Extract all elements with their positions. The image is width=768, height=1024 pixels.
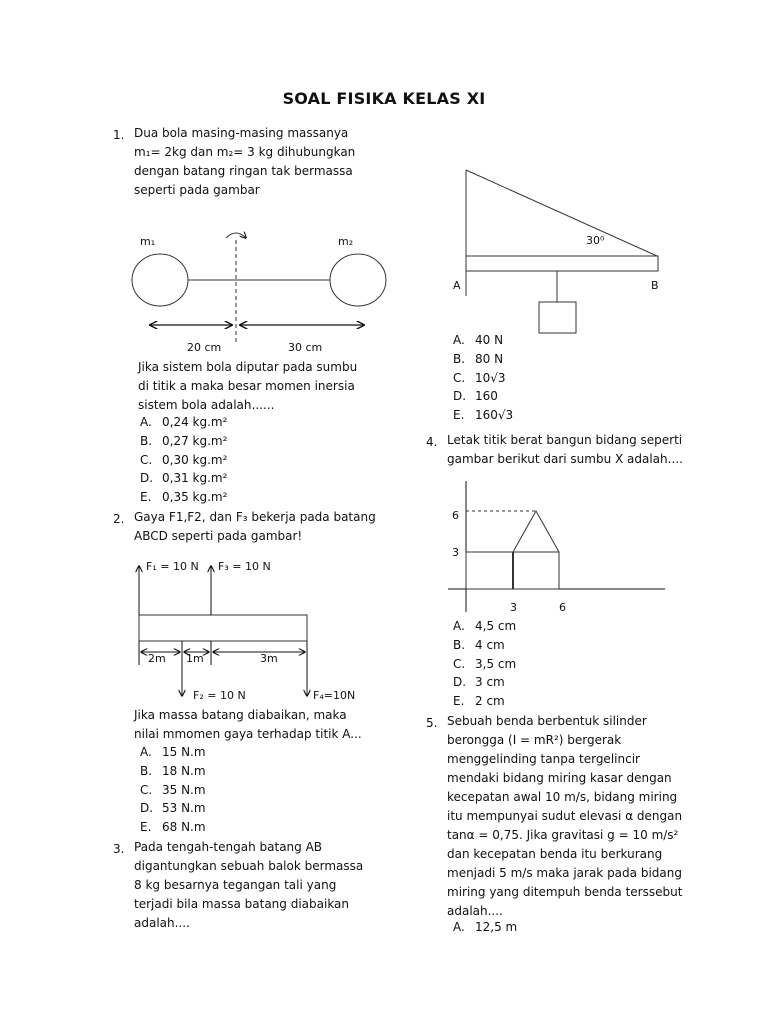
q3-line: 8 kg besarnya tegangan tali yang xyxy=(134,878,337,892)
q3-rope xyxy=(466,170,657,256)
q5-options xyxy=(453,918,517,937)
option-letter: A. xyxy=(453,920,465,934)
q2-beam xyxy=(139,615,307,641)
q2-label-1m: 1m xyxy=(186,652,204,665)
q2-after-line: Jika massa batang diabaikan, maka xyxy=(134,708,347,722)
q4-text xyxy=(447,431,683,469)
q1-line: dengan batang ringan tak bermassa xyxy=(134,164,353,178)
q1-ball-m1 xyxy=(132,254,188,306)
option-letter: B. xyxy=(453,637,466,652)
q2-label-f3: F₃ = 10 N xyxy=(218,560,271,573)
option-text: 18 N.m xyxy=(162,763,206,778)
q5-line: mendaki bidang miring kasar dengan xyxy=(447,771,672,785)
option-text: 0,31 kg.m² xyxy=(162,471,228,486)
q1-label-30cm: 30 cm xyxy=(288,341,323,354)
q1-option-c[interactable] xyxy=(140,451,227,470)
option-letter: C. xyxy=(140,452,153,467)
q3-options xyxy=(453,331,513,425)
q4-label-x6: 6 xyxy=(559,601,566,614)
q3-beam xyxy=(466,256,658,271)
option-text: 15 N.m xyxy=(162,745,206,759)
option-letter: E. xyxy=(453,408,465,423)
q1-line: m₁= 2kg dan m₂= 3 kg dihubungkan xyxy=(134,145,356,159)
option-text: 3,5 cm xyxy=(475,656,517,671)
option-text: 0,35 kg.m² xyxy=(162,490,228,505)
q2-options xyxy=(140,743,206,837)
q2-line: ABCD seperti pada gambar! xyxy=(134,529,303,543)
q1-label-m1: m₁ xyxy=(140,235,156,248)
q1-after-line: sistem bola adalah...... xyxy=(138,398,275,412)
q5-line: tanα = 0,75. Jika gravitasi g = 10 m/s² xyxy=(447,828,679,842)
q5-line: miring yang ditempuh benda terssebut xyxy=(447,885,683,899)
option-text: 2 cm xyxy=(475,694,505,709)
q4-option-d[interactable] xyxy=(453,673,516,692)
option-text: 68 N.m xyxy=(162,820,206,835)
option-letter: E. xyxy=(453,694,465,709)
q1-dumbbell-figure xyxy=(132,233,386,354)
option-text: 4,5 cm xyxy=(475,619,517,633)
q3-option-b[interactable] xyxy=(453,350,513,369)
q2-beam-figure xyxy=(139,560,355,702)
q3-option-c[interactable] xyxy=(453,369,513,388)
q2-option-e[interactable] xyxy=(140,818,206,837)
q3-line: adalah.... xyxy=(134,916,190,930)
q1-options xyxy=(140,413,227,507)
q1-option-b[interactable] xyxy=(140,432,227,451)
q2-option-c[interactable] xyxy=(140,781,206,800)
option-letter: D. xyxy=(453,675,467,690)
q4-triangle xyxy=(513,511,559,552)
q5-line: berongga (I = mR²) bergerak xyxy=(447,733,622,747)
option-letter: C. xyxy=(453,370,466,385)
q3-number: 3. xyxy=(113,842,125,856)
option-text: 12,5 m xyxy=(475,920,518,934)
option-letter: E. xyxy=(140,820,152,835)
option-letter: A. xyxy=(453,619,465,633)
option-text: 10√3 xyxy=(475,370,506,385)
q5-line: kecepatan awal 10 m/s, bidang miring xyxy=(447,790,678,804)
q2-label-f2: F₂ = 10 N xyxy=(193,689,246,702)
q3-option-d[interactable] xyxy=(453,387,513,406)
q1-after-line: di titik a maka besar momen inersia xyxy=(138,379,355,393)
q4-option-b[interactable] xyxy=(453,636,516,655)
q3-block xyxy=(539,302,576,333)
q3-line: digantungkan sebuah balok bermassa xyxy=(134,859,364,873)
option-text: 0,30 kg.m² xyxy=(162,452,228,467)
option-text: 35 N.m xyxy=(162,782,206,797)
option-text: 80 N xyxy=(475,351,504,366)
q4-label-x3: 3 xyxy=(510,601,517,614)
page-title: SOAL FISIKA KELAS XI xyxy=(282,89,486,108)
option-letter: A. xyxy=(140,415,152,429)
q5-line: dan kecepatan benda itu berkurang xyxy=(447,847,663,861)
q5-line: menjadi 5 m/s maka jarak pada bidang xyxy=(447,866,682,880)
q1-line: Dua bola masing-masing massanya xyxy=(134,126,349,140)
q1-after-line: Jika sistem bola diputar pada sumbu xyxy=(138,360,358,374)
option-text: 160√3 xyxy=(475,408,514,423)
q4-label-y6: 6 xyxy=(452,509,459,522)
q2-label-3m: 3m xyxy=(260,652,278,665)
q2-number: 2. xyxy=(113,512,125,526)
q1-line: seperti pada gambar xyxy=(134,183,260,197)
q1-label-m2: m₂ xyxy=(338,235,354,248)
q3-line: terjadi bila massa batang diabaikan xyxy=(134,897,350,911)
q5-line: adalah.... xyxy=(447,904,503,918)
option-letter: C. xyxy=(453,656,466,671)
q5-number: 5. xyxy=(426,716,438,730)
q5-text xyxy=(447,712,682,921)
q1-option-e[interactable] xyxy=(140,488,227,507)
q2-label-f4: F₄=10N xyxy=(313,689,356,702)
q5-line: menggelinding tanpa tergelincir xyxy=(447,752,640,766)
q1-number: 1. xyxy=(113,128,125,142)
q2-label-f1: F₁ = 10 N xyxy=(146,560,199,573)
option-letter: B. xyxy=(140,433,153,448)
q2-text xyxy=(134,508,376,546)
q1-option-a[interactable] xyxy=(140,413,227,432)
option-text: 0,24 kg.m² xyxy=(162,415,228,429)
option-text: 0,27 kg.m² xyxy=(162,433,228,448)
option-letter: D. xyxy=(140,471,154,486)
q4-number: 4. xyxy=(426,435,438,449)
q4-line: Letak titik berat bangun bidang seperti xyxy=(447,433,683,447)
q3-beam-figure xyxy=(453,170,659,333)
q4-line: gambar berikut dari sumbu X adalah.... xyxy=(447,452,683,466)
option-text: 40 N xyxy=(475,333,504,347)
q4-options xyxy=(453,617,516,711)
q3-label-a: A xyxy=(453,279,461,292)
q1-after xyxy=(138,358,357,415)
q1-option-d[interactable] xyxy=(140,469,227,488)
option-letter: A. xyxy=(140,745,152,759)
q3-line: Pada tengah-tengah batang AB xyxy=(134,840,323,854)
q2-option-d[interactable] xyxy=(140,799,206,818)
option-letter: B. xyxy=(140,763,153,778)
q4-option-a[interactable] xyxy=(453,617,516,636)
q5-option-a[interactable] xyxy=(453,918,517,937)
q2-line: Gaya F1,F2, dan F₃ bekerja pada batang xyxy=(134,510,376,524)
q5-line: Sebuah benda berbentuk silinder xyxy=(447,714,647,728)
option-letter: D. xyxy=(140,801,154,816)
option-text: 3 cm xyxy=(475,675,505,690)
rotation-arrow-icon xyxy=(226,233,246,238)
option-text: 4 cm xyxy=(475,637,505,652)
q4-shape-figure xyxy=(448,481,665,614)
q4-option-c[interactable] xyxy=(453,655,516,674)
q4-label-y3: 3 xyxy=(452,546,459,559)
q2-option-a[interactable] xyxy=(140,743,206,762)
q2-label-2m: 2m xyxy=(148,652,166,665)
q3-text xyxy=(134,838,363,933)
q3-label-b: B xyxy=(651,279,659,292)
q2-option-b[interactable] xyxy=(140,762,206,781)
q2-after xyxy=(134,706,362,744)
q1-label-20cm: 20 cm xyxy=(187,341,222,354)
q3-label-angle: 30⁰ xyxy=(586,234,605,247)
option-letter: B. xyxy=(453,351,466,366)
option-letter: C. xyxy=(140,782,153,797)
q3-option-a[interactable] xyxy=(453,331,513,350)
option-letter: A. xyxy=(453,333,465,347)
q2-after-line: nilai mmomen gaya terhadap titik A... xyxy=(134,727,362,741)
q3-option-e[interactable] xyxy=(453,406,513,425)
option-text: 160 xyxy=(475,389,498,404)
q4-option-e[interactable] xyxy=(453,692,516,711)
option-letter: D. xyxy=(453,389,467,404)
q5-line: itu mempunyai sudut elevasi α dengan xyxy=(447,809,683,823)
option-text: 53 N.m xyxy=(162,801,206,816)
q1-ball-m2 xyxy=(330,254,386,306)
option-letter: E. xyxy=(140,490,152,505)
